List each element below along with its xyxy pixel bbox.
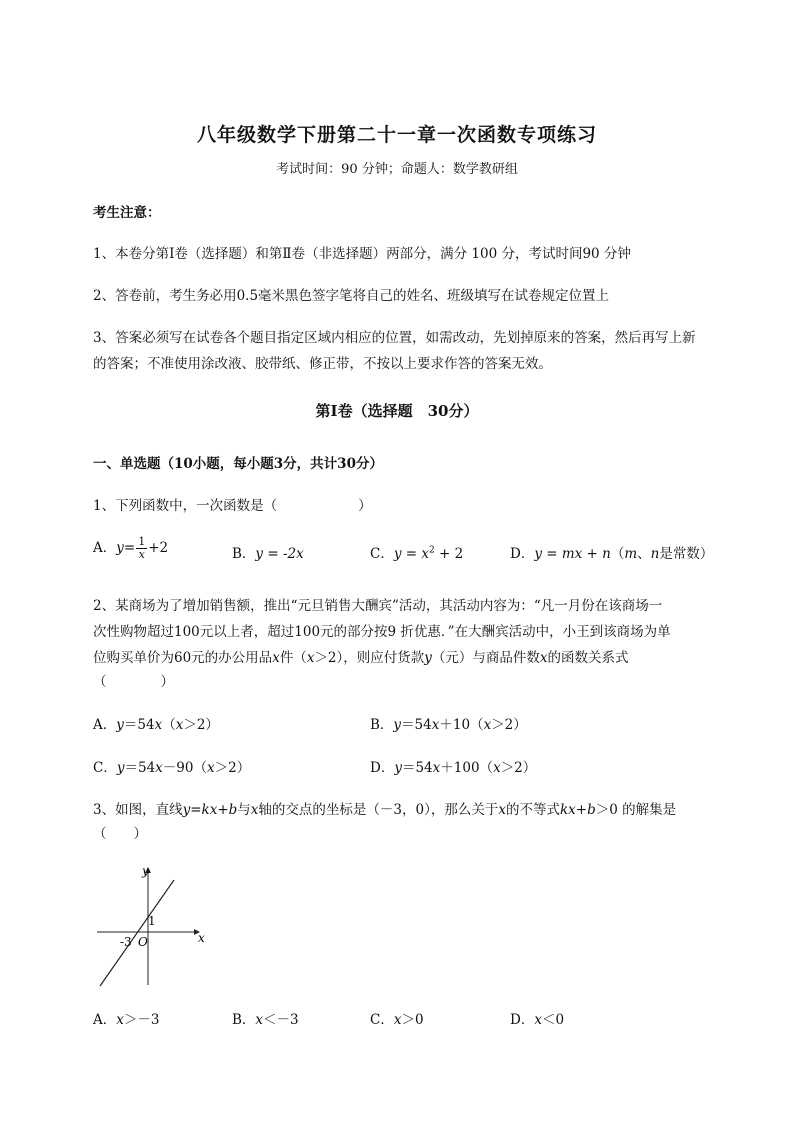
page-title: 八年级数学下册第二十一章一次函数专项练习 [196, 124, 597, 146]
notice-heading: 考生注意： [93, 205, 161, 221]
q1-option-d[interactable]: D．y = mx + n（m、n是常数） [510, 546, 714, 562]
section-title: 第Ⅰ卷（选择题 30分） [315, 402, 479, 420]
q2-option-d[interactable]: D．y＝54x＋100（x＞2） [370, 760, 537, 776]
tick-label-1: 1 [148, 914, 156, 928]
y-axis-label: y [142, 864, 149, 878]
q2-option-b[interactable]: B．y＝54x＋10（x＞2） [370, 717, 527, 733]
q1-option-c[interactable]: C．$y = x^2 + 2$ [370, 545, 464, 562]
option-label: D． [510, 546, 535, 562]
option-label: A． [93, 540, 117, 556]
q1-option-a[interactable]: A．y= $\frac{1}{x}$ +2 [93, 535, 169, 561]
option-label: A． [93, 717, 117, 733]
notice-item-2: 2、答卷前，考生务必用0.5毫米黑色签字笔将自己的姓名、班级填写在试卷规定位置上 [93, 288, 610, 304]
function-line [100, 880, 174, 986]
q3-option-c[interactable]: C．x＞0 [370, 1012, 424, 1028]
fraction: $\frac{1}{x}$ [138, 535, 146, 561]
option-label: D． [510, 1012, 535, 1028]
notice-item-3: 3、答案必须写在试卷各个题目指定区域内相应的位置，如需改动，先划掉原来的答案，然后再写上新 [93, 330, 696, 346]
q2-stem-line-2: 次性购物超过100元以上者，超过100元的部分按9 折优惠．”在大酬宾活动中，小王到该商场为单 [93, 624, 671, 640]
q3-option-b[interactable]: B．x＜－3 [232, 1012, 299, 1028]
page-subtitle: 考试时间：90 分钟；命题人：数学教研组 [276, 162, 518, 177]
option-label: B． [232, 1012, 256, 1028]
notice-item-1: 1、本卷分第Ⅰ卷（选择题）和第Ⅱ卷（非选择题）两部分，满分 100 分，考试时间90 分钟 [93, 246, 631, 262]
option-label: C． [93, 760, 117, 776]
notice-item-3-cont: 的答案；不准使用涂改液、胶带纸、修正带，不按以上要求作答的答案无效。 [93, 356, 552, 372]
q2-option-c[interactable]: C．y＝54x－90（x＞2） [93, 760, 251, 776]
tick-label-neg3: -3 [120, 935, 132, 949]
option-label: D． [370, 760, 395, 776]
q3-graph [92, 860, 212, 990]
q3-answer-blank: （ ） [93, 826, 147, 842]
option-label: A． [93, 1012, 117, 1028]
q3-stem-line-1: 3、如图，直线y=kx+b与x轴的交点的坐标是（－3，0），那么关于x的不等式kx+b＞0 的解集是 [93, 802, 677, 818]
x-axis-label: x [198, 931, 205, 945]
q3-option-d[interactable]: D．x＜0 [510, 1012, 565, 1028]
origin-label: O [138, 935, 148, 949]
option-label: C． [370, 1012, 394, 1028]
q3-option-a[interactable]: A．x＞－3 [93, 1012, 160, 1028]
option-label: C． [370, 546, 394, 562]
q2-option-a[interactable]: A．y＝54x（x＞2） [93, 717, 219, 733]
part-title: 一、单选题（10小题，每小题3分，共计30分） [93, 456, 383, 472]
q2-stem-line-1: 2、某商场为了增加销售额，推出“元旦销售大酬宾”活动，其活动内容为：“凡一月份在该商场一 [93, 598, 663, 614]
q1-option-b[interactable]: B．y = -2x [232, 546, 304, 562]
option-label: B． [370, 717, 394, 733]
q2-answer-blank: （ ） [93, 674, 174, 690]
option-label: B． [232, 546, 256, 562]
q2-stem-line-3: 位购买单价为60元的办公用品x件（x＞2），则应付货款y（元）与商品件数x的函数关系式 [93, 650, 629, 666]
q1-stem: 1、下列函数中，一次函数是（ ） [93, 498, 372, 514]
